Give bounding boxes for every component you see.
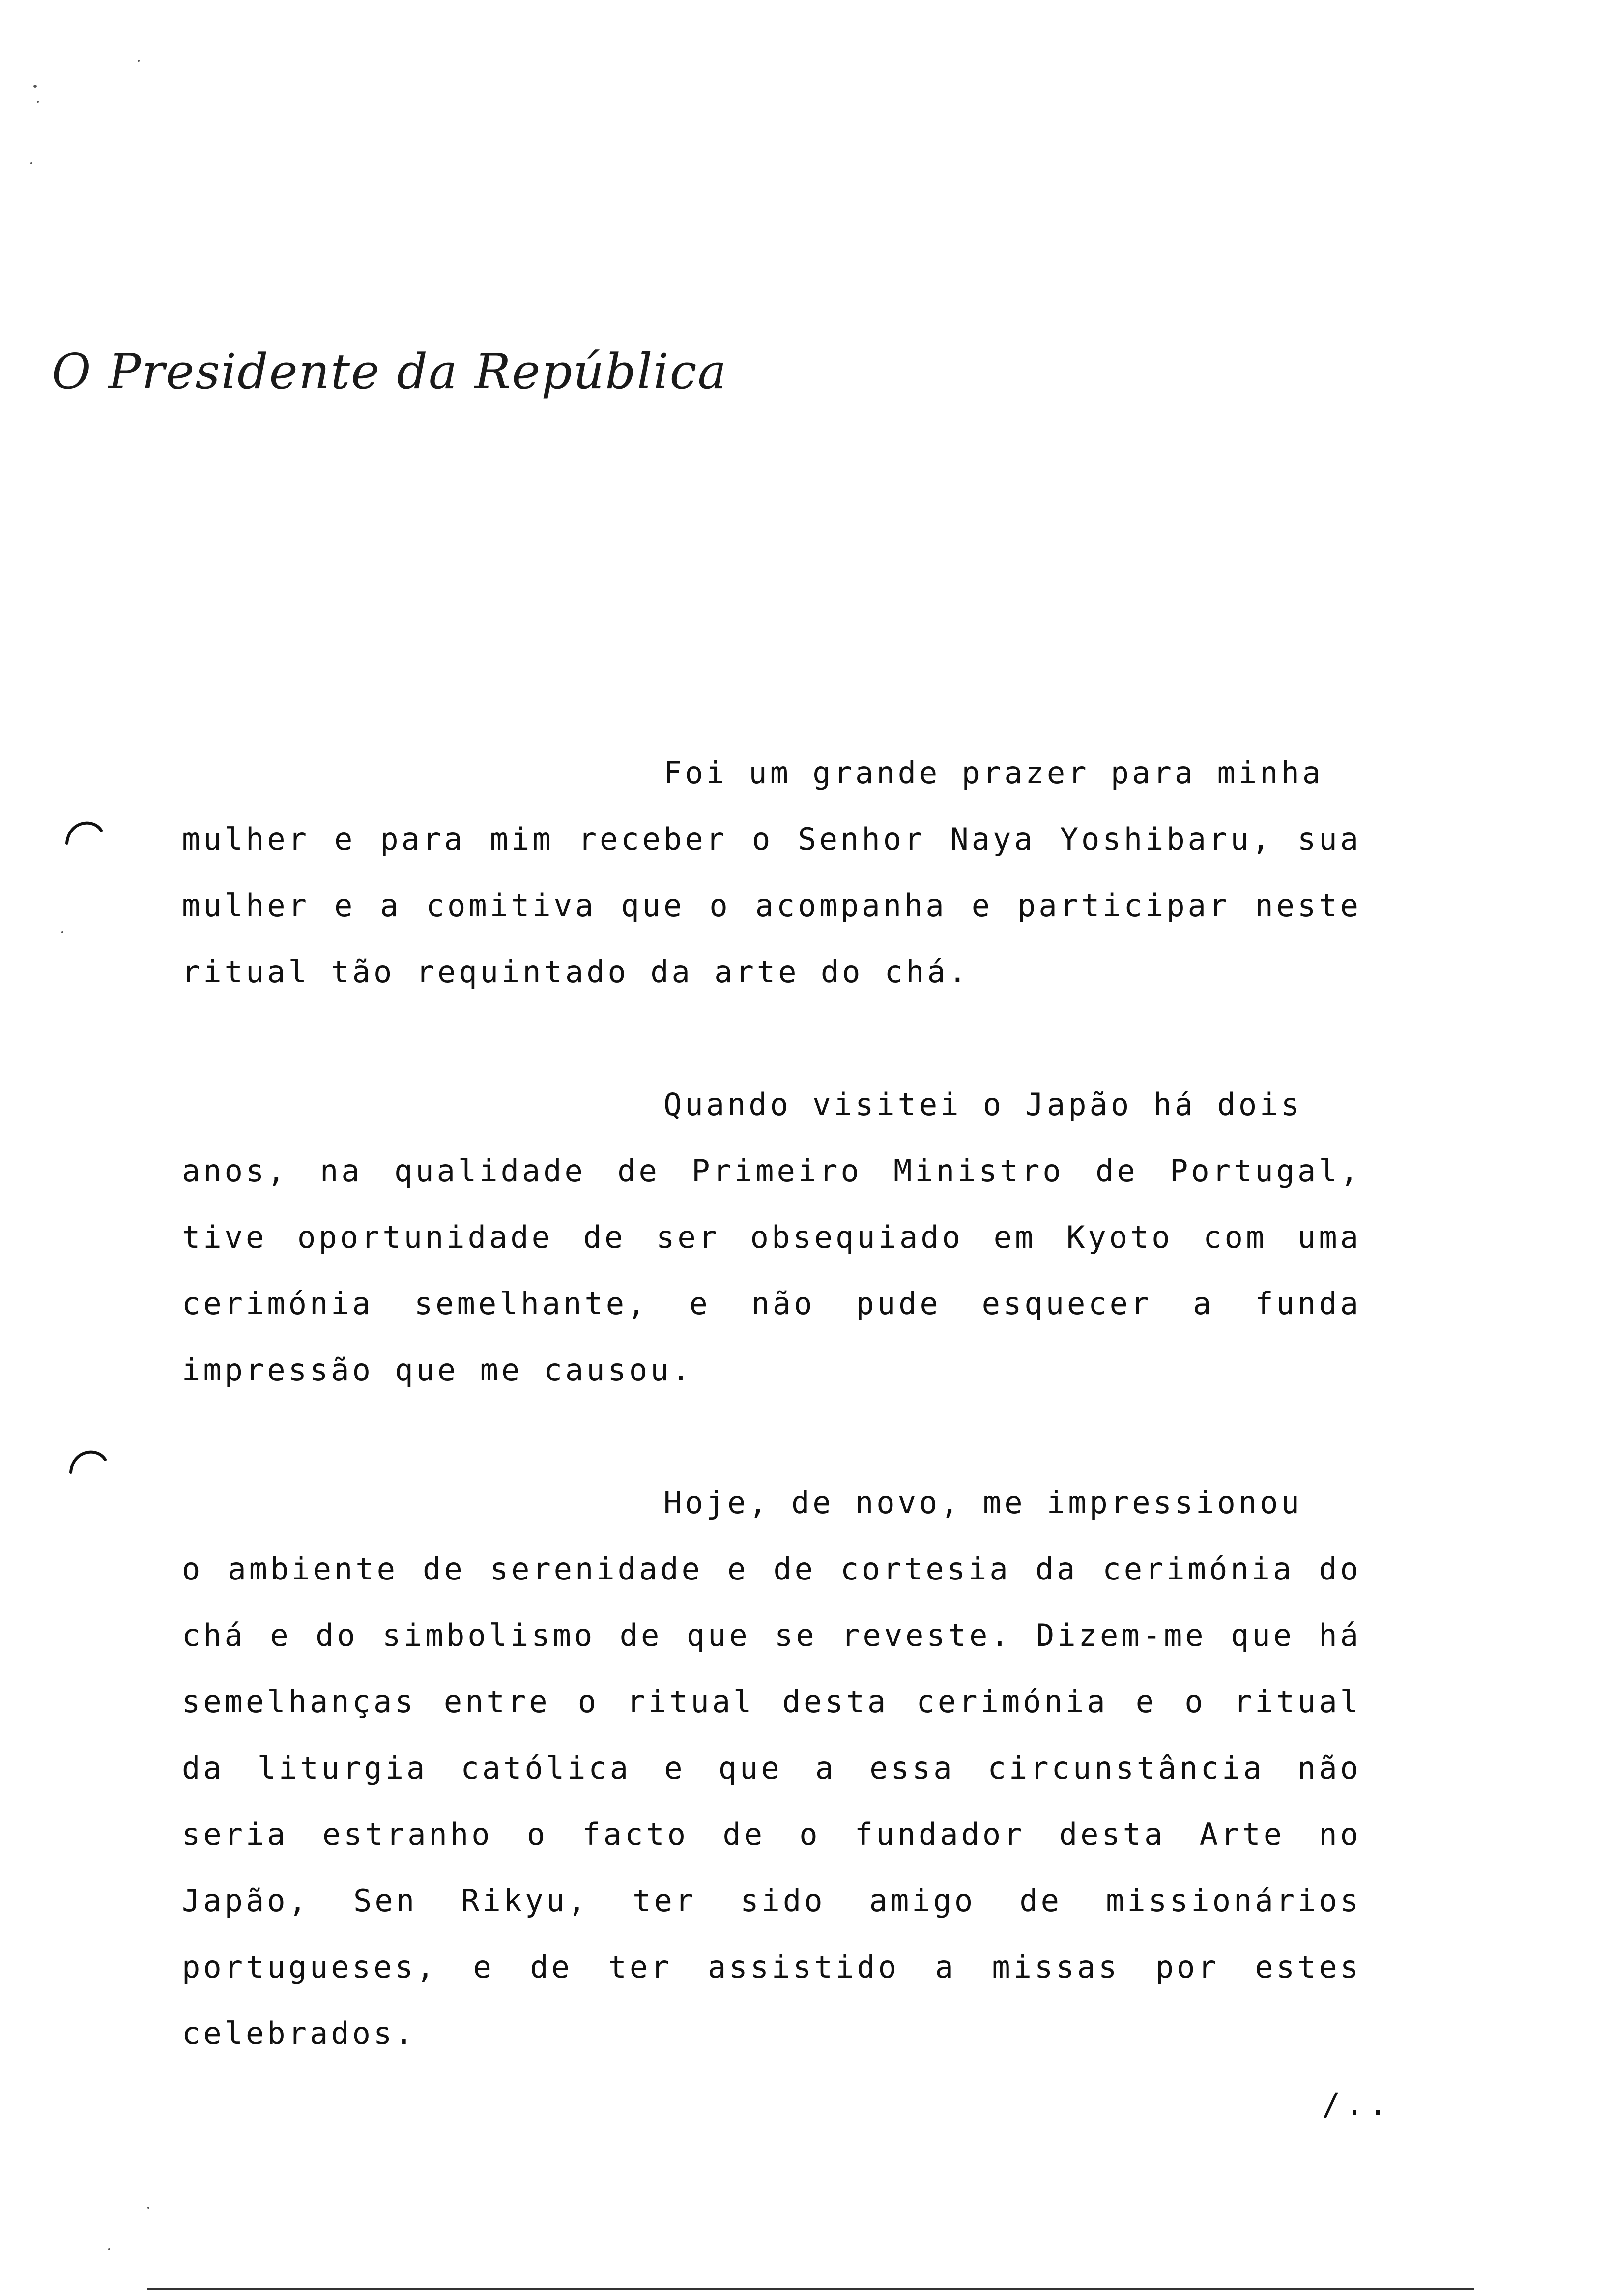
scan-speck [147,2207,149,2209]
paragraph [182,1071,1361,1403]
scan-speck [108,2248,110,2250]
margin-arc-icon [64,816,103,845]
paragraph-opening-line: Hoje, de novo, me impressionou [663,1485,1302,1521]
margin-arc-icon [68,1445,107,1474]
scan-speck [138,60,140,62]
paragraph-text: mulher e para mim receber o Senhor Naya Yoshibaru, sua mulher e a comitiva que o acompanha e participar neste ritual tão requintado da arte do chá. [182,821,1361,990]
paragraph-opening-line: Foi um grande prazer para minha [663,755,1324,791]
scan-speck [37,101,39,103]
letter-body [182,740,1361,2133]
scan-speck [30,162,32,164]
paragraph-text: anos, na qualidade de Primeiro Ministro de Portugal, tive oportunidade de ser obsequiado em Kyoto com uma cerimónia semelhante, e não pude esquecer a funda impressão que me causou. [182,1153,1361,1388]
bottom-edge-line [147,2288,1474,2290]
scan-speck [33,85,37,88]
paragraph [182,740,1361,1005]
paragraph-text: o ambiente de serenidade e de cortesia da cerimónia do chá e do simbolismo de que se reveste. Dizem-me que há semelhanças entre o ritual desta cerimónia e o ritual da liturgia católica e que a essa circunstância não seria estranho o facto de o fundador desta Arte no Japão, Sen Rikyu, ter sido amigo de missionários portugueses, e de ter assistido a missas por estes celebrados. [182,1551,1361,2051]
letterhead-title: O Presidente da República [52,344,727,400]
paragraph-opening-line: Quando visitei o Japão há dois [663,1087,1302,1122]
scan-speck [61,931,63,933]
paragraph [182,1469,1361,2066]
continuation-mark: /.. [1322,2086,1392,2122]
